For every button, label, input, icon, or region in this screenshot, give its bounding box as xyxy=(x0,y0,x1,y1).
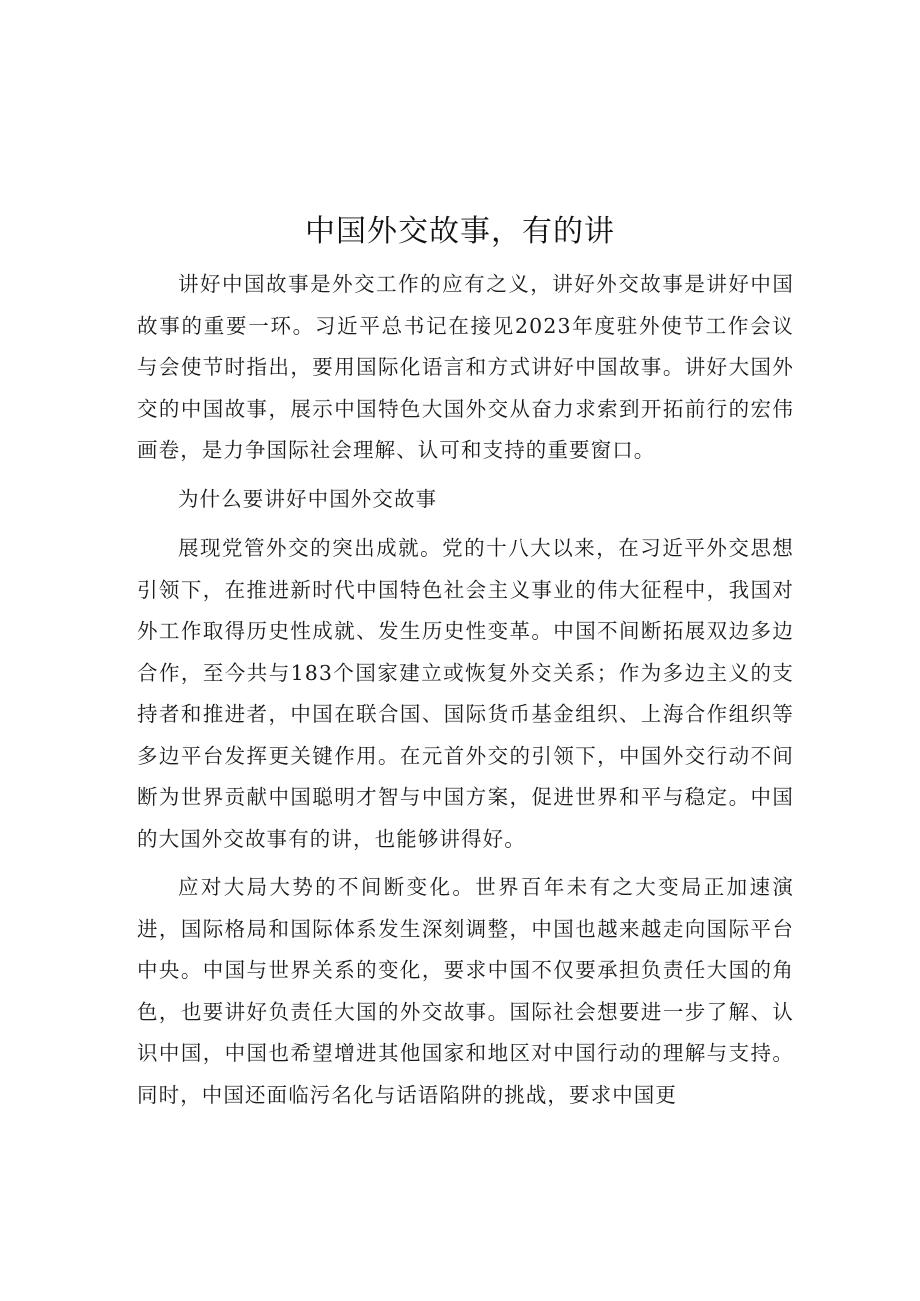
section-heading: 为什么要讲好中国外交故事 xyxy=(178,486,438,511)
paragraph-intro: 讲好中国故事是外交工作的应有之义，讲好外交故事是讲好中国故事的重要一环。习近平总书记在接见2023年度驻外使节工作会议与会使节时指出，要用国际化语言和方式讲好中国故事。讲好大国外交的中国故事，展示中国特色大国外交从奋力求索到开拓前行的宏伟画卷，是力争国际社会理解、认可和支持的重要窗口。 xyxy=(137,272,794,462)
document-title: 中国外交故事，有的讲 xyxy=(305,214,615,249)
document-body xyxy=(137,264,794,1123)
paragraph-achievements: 展现党管外交的突出成就。党的十八大以来，在习近平外交思想引领下，在推进新时代中国特色社会主义事业的伟大征程中，我国对外工作取得历史性成就、发生历史性变革。中国不间断拓展双边多边合作，至今共与183个国家建立或恢复外交关系；作为多边主义的支持者和推进者，中国在联合国、国际货币基金组织、上海合作组织等多边平台发挥更关键作用。在元首外交的引领下，中国外交行动不间断为世界贡献中国聪明才智与中国方案，促进世界和平与稳定。中国的大国外交故事有的讲，也能够讲得好。 xyxy=(137,536,794,851)
paragraph-changes: 应对大局大势的不间断变化。世界百年未有之大变局正加速演进，国际格局和国际体系发生深刻调整，中国也越来越走向国际平台中央。中国与世界关系的变化，要求中国不仅要承担负责任大国的角色，也要讲好负责任大国的外交故事。国际社会想要进一步了解、认识中国，中国也希望增进其他国家和地区对中国行动的理解与支持。同时，中国还面临污名化与话语陷阱的挑战，要求中国更 xyxy=(137,875,794,1107)
